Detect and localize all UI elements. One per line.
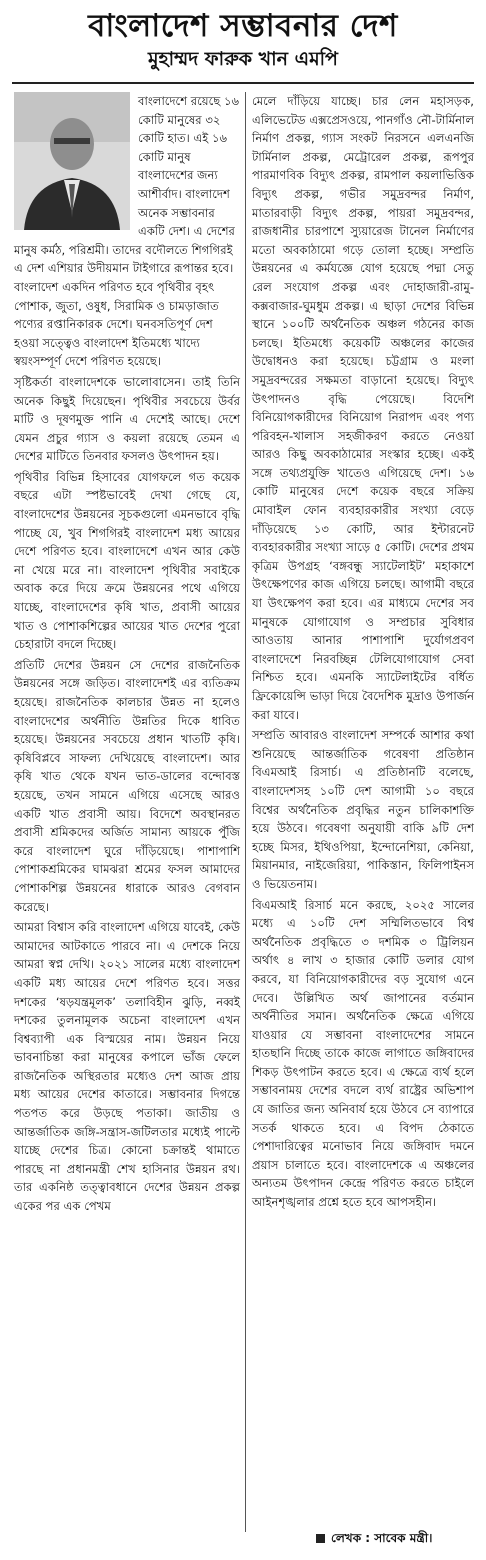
article-author: মুহাম্মদ ফারুক খান এমপি (148, 48, 338, 70)
paragraph: সৃষ্টিকর্তা বাংলাদেশকে ভালোবাসেন। তাই তিনি অনেক কিছুই দিয়েছেন। পৃথিবীর সবচেয়ে উর্বর মাটি ও দূষণমুক্ত পানি এ দেশেই আছে। দেশে যেমন প্রচুর গ্যাস ও কয়লা রয়েছে তেমন এ দেশের মাটিতে তিনবার ফসলও উৎপাদন হয়। (14, 374, 240, 464)
byline-text: লেখক : সাবেক মন্ত্রী। (331, 1531, 433, 1545)
paragraph: বাংলাদেশে রয়েছে ১৬ কোটি মানুষের ৩২ কোটি হাত। এই ১৬ কোটি মানুষ বাংলাদেশের জন্য আশীর্বাদ। বাংলাদেশ অনেক সম্ভাবনার একটি দেশ। এ দেশের মানুষ কর্মঠ, পরিশ্রমী। তাদের বদৌলতে শিগগিরই এ দেশ এশিয়ার উদীয়মান টাইগারে রূপান্তর হবে। বাংলাদেশ একদিন পরিণত হবে পৃথিবীর বৃহৎ পোশাক, জুতা, ওষুধ, সিরামিক ও চামড়াজাত পণ্যের রপ্তানিকারক দেশে। ঘনবসতিপূর্ণ দেশ হওয়া সত্ত্বেও বাংলাদেশ ইতিমধ্যে খাদ্যে স্বয়ংসম্পূর্ণ দেশে পরিণত হয়েছে। (14, 94, 240, 369)
paragraph: পৃথিবীর বিভিন্ন হিসাবের যোগফলে গত কয়েক বছরে এটা স্পষ্টভাবেই দেখা গেছে যে, বাংলাদেশের উন্নয়নের সূচকগুলো এমনভাবে বৃদ্ধি পাচ্ছে যে, খুব শিগগিরই বাংলাদেশ মধ্য আয়ের দেশে পরিণত হবে। বাংলাদেশে এখন আর কেউ না খেয়ে মরে না। বাংলাদেশ পৃথিবীর সবাইকে অবাক করে দিয়ে ক্রমে উন্নয়নের পথে এগিয়ে যাচ্ছে, বাংলাদেশের কৃষি খাত, প্রবাসী আয়ের খাত ও পোশাকশিল্পের আয়ের খাত দেশের পুরো চেহারাটা বদলে দিচ্ছে। (14, 469, 240, 652)
author-photo (14, 92, 130, 230)
paragraph: প্রতিটি দেশের উন্নয়ন সে দেশের রাজনৈতিক উন্নয়নের সঙ্গে জড়িত। বাংলাদেশই এর ব্যতিক্রম হয়েছে। রাজনৈতিক কালচার উন্নত না হলেও বাংলাদেশের অর্থনীতি উন্নতির দিকে ধাবিত হয়েছে। উন্নয়নের সবচেয়ে প্রধান খাতটি কৃষি। কৃষিবিপ্লবে সাফল্য দেখিয়েছে বাংলাদেশ। আর কৃষি খাত থেকে যখন ভাত-ডালের বন্দোবস্ত হয়েছে, তখন সামনে এগিয়ে এসেছে আরও একটি খাত প্রবাসী আয়। বিদেশে অবস্থানরত প্রবাসী শ্রমিকদের অর্জিত সামান্য আয়কে পুঁজি করে বাংলাদেশ ঘুরে দাঁড়িয়েছে। পাশাপাশি পোশাকশ্রমিকের ঘামঝরা শ্রমের ফসল আমাদের পোশাকশিল্প উন্নয়নের ধারাকে আরও বেগবান করেছে। (14, 657, 240, 914)
paragraph: আমরা বিশ্বাস করি বাংলাদেশ এগিয়ে যাবেই, কেউ আমাদের আটকাতে পারবে না। এ দেশকে নিয়ে আমরা স্বপ্ন দেখি। ২০২১ সালের মধ্যে বাংলাদেশ একটি মধ্য আয়ের দেশে পরিণত হবে। সত্তর দশকের ‘ষড়যন্ত্রমূলক’ তলাবিহীন ঝুড়ি, নব্বই দশকের তুলনামূলক অচেনা বাংলাদেশ এখন বিশ্বব্যাপী এক বিস্ময়ের নাম। উন্নয়ন নিয়ে ভাবনাচিন্তা করা মানুষের কপালে ভাঁজ ফেলে রাজনৈতিক অস্থিরতার মধ্যেও দেশ আজ প্রায় মধ্য আয়ের দেশের কাতারে। সম্ভাবনার দিগন্তে পতপত করে উড়ছে পতাকা। জাতীয় ও আন্তর্জাতিক জঙ্গি-সন্ত্রাস-জটিলতার মধ্যেই পাল্টে যাচ্ছে দেশের চিত্র। কোনো চক্রান্তই থামাতে পারছে না প্রধানমন্ত্রী শেখ হাসিনার উন্নয়ন রথ। তার একনিষ্ঠ তত্ত্বাবধানে দেশের উন্নয়ন প্রকল্প একের পর এক পেখম (14, 920, 240, 1214)
square-bullet-icon (316, 1534, 325, 1543)
paragraph: সম্প্রতি আবারও বাংলাদেশ সম্পর্কে আশার কথা শুনিয়েছে আন্তর্জাতিক গবেষণা প্রতিষ্ঠান বিএমআই রিসার্চ। এ প্রতিষ্ঠানটি বলেছে, বাংলাদেশসহ ১০টি দেশ আগামী ১০ বছরে বিশ্বের অর্থনৈতিক প্রবৃদ্ধির নতুন চালিকাশক্তি হয়ে উঠবে। গবেষণা অনুযায়ী বাকি ৯টি দেশ হচ্ছে মিসর, ইথিওপিয়া, ইন্দোনেশিয়া, কেনিয়া, মিয়ানমার, নাইজেরিয়া, পাকিস্তান, ফিলিপাইনস ও ভিয়েতনাম। (252, 728, 474, 891)
column-divider (245, 92, 246, 1532)
paragraph: মেলে দাঁড়িয়ে যাচ্ছে। চার লেন মহাসড়ক, এলিভেটেড এক্সপ্রেসওয়ে, পানগাঁও নৌ-টার্মিনাল নির্মাণ প্রকল্প, গ্যাস সংকট নিরসনে এলএনজি টার্মিনাল প্রকল্প, মেট্রোরেল প্রকল্প, রূপপুর পারমাণবিক বিদ্যুৎ প্রকল্প, রামপাল কয়লাভিত্তিক বিদ্যুৎ প্রকল্প, গভীর সমুদ্রবন্দর নির্মাণ, মাতারবাড়ী বিদ্যুৎ প্রকল্প, পায়রা সমুদ্রবন্দর, রাজধানীর চারপাশে স্যুয়ারেজ টানেল নির্মাণের মতো অবকাঠামো গড়ে তোলা হচ্ছে। সম্প্রতি উন্নয়নের এ কর্মযজ্ঞে যোগ হয়েছে পদ্মা সেতু রেল সংযোগ প্রকল্প এবং দোহাজারী-রামু-কক্সবাজার-ঘুমধুম প্রকল্প। এ ছাড়া দেশের বিভিন্ন স্থানে ১০০টি অর্থনৈতিক অঞ্চল গঠনের কাজ চলছে। ইতিমধ্যে কয়েকটি অঞ্চলের কাজের উদ্বোধনও করা হয়েছে। চট্টগ্রাম ও মংলা সমুদ্রবন্দরের সক্ষমতা বাড়ানো হয়েছে। বিদ্যুৎ উৎপাদনও বৃদ্ধি পেয়েছে। বিদেশি বিনিয়োগকারীদের বিনিয়োগ নিরাপদ এবং পণ্য পরিবহন-খালাস সহজীকরণ করতে নেওয়া আরও কিছু অবকাঠামোর সংস্কার হচ্ছে। একই সঙ্গে তথ্যপ্রযুক্তি খাতেও এগিয়েছে দেশ। ১৬ কোটি মানুষের দেশে কয়েক বছরে সক্রিয় মোবাইল ফোন ব্যবহারকারীর সংখ্যা বেড়ে দাঁড়িয়েছে ১৩ কোটি, আর ইন্টারনেট ব্যবহারকারীর সংখ্যা সাড়ে ৫ কোটি। দেশের প্রথম কৃত্রিম উপগ্রহ ‘বঙ্গবন্ধু স্যাটেলাইট’ মহাকাশে উৎক্ষেপণের কাজ এগিয়ে চলছে। আগামী বছরে যা উৎক্ষেপণ করা হবে। এর মাধ্যমে দেশের সব মানুষকে যোগাযোগ ও সম্প্রচার সুবিধার আওতায় আনার পাশাপাশি দুর্যোগপ্রবণ বাংলাদেশে নিরবচ্ছিন্ন টেলিযোগাযোগ সেবা নিশ্চিত হবে। এমনকি স্যাটেলাইটের বর্ধিত ফ্রিকোয়েন্সি ভাড়া দিয়ে বৈদেশিক মুদ্রাও উপার্জন করা যাবে। (252, 94, 474, 722)
author-byline (316, 1530, 432, 1550)
left-column (14, 92, 240, 1218)
right-column (252, 92, 474, 1214)
article-title: বাংলাদেশ সম্ভাবনার দেশ (88, 8, 398, 44)
paragraph: বিএমআই রিসার্চ মনে করছে, ২০২৫ সালের মধ্যে এ ১০টি দেশ সম্মিলিতভাবে বিশ্ব অর্থনৈতিক প্রবৃদ্ধিতে ৩ দশমিক ৩ ট্রিলিয়ন অর্থাৎ ৪ লাখ ৩ হাজার কোটি ডলার যোগ করবে, যা বিনিয়োগকারীদের বড় সুযোগ এনে দেবে। উল্লিখিত অর্থ জাপানের বর্তমান অর্থনীতির সমান। অর্থনৈতিক ক্ষেত্রে এগিয়ে যাওয়ার যে সম্ভাবনা বাংলাদেশের সামনে হাতছানি দিচ্ছে তাকে কাজে লাগাতে জঙ্গিবাদের শিকড় উৎপাটন করতে হবে। এ ক্ষেত্রে ব্যর্থ হলে সম্ভাবনাময় দেশের বদলে ব্যর্থ রাষ্ট্রের অভিশাপ যে জাতির জন্য অনিবার্য হয়ে উঠবে সে ব্যাপারে সতর্ক থাকতে হবে। এ বিপদ ঠেকাতে পেশাদারিত্বের মনোভাব নিয়ে জঙ্গিবাদ দমনে প্রয়াস চালাতে হবে। বাংলাদেশকে এ অঞ্চলের অন্যতম উৎপাদন কেন্দ্রে পরিণত করতে চাইলে আইনশৃঙ্খলার প্রশ্নে হতে হবে আপসহীন। (252, 897, 474, 1210)
author-portrait-image (14, 92, 130, 230)
header-rule (12, 82, 474, 84)
